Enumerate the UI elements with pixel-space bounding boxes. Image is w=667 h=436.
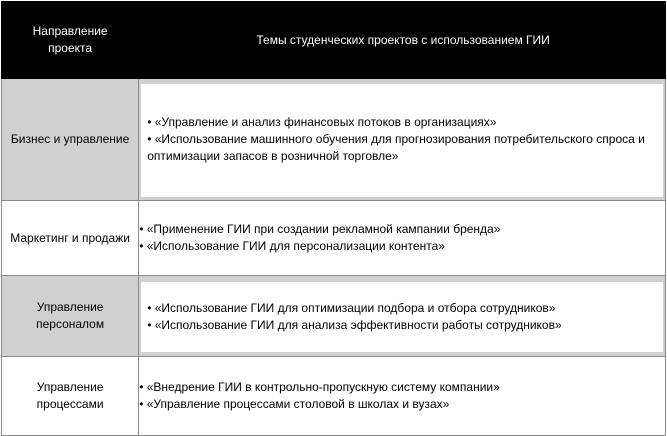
row-topics (139, 276, 666, 357)
table-row (2, 201, 666, 276)
topic-item: • «Использование ГИИ для анализа эффективности работы сотрудников» (141, 317, 663, 352)
table-header-row (2, 2, 666, 79)
table-row (2, 79, 666, 201)
header-direction: Направление проекта (2, 2, 139, 79)
row-topics (139, 201, 666, 276)
topic-item: • «Внедрение ГИИ в контрольно-пропускную систему компании» (139, 380, 500, 394)
row-direction: Бизнес и управление (2, 79, 139, 201)
row-topics (139, 357, 666, 436)
topic-item: • «Использование ГИИ для персонализации контента» (139, 239, 445, 253)
topic-item: • «Использование ГИИ для оптимизации подбора и отбора сотрудников» (141, 282, 663, 317)
table-row (2, 276, 666, 357)
row-direction: Маркетинг и продажи (2, 201, 139, 276)
row-topics (139, 79, 666, 201)
topic-item: • «Управление процессами столовой в школах и вузах» (139, 397, 450, 411)
table-row (2, 357, 666, 436)
row-direction: Управление персоналом (2, 276, 139, 357)
row-direction: Управление процессами (2, 357, 139, 436)
header-topics: Темы студенческих проектов с использованием ГИИ (139, 2, 666, 79)
projects-table (1, 1, 666, 436)
topic-item: • «Использование машинного обучения для прогнозирования потребительского спроса и оптимизации запасов в розничной торговле» (141, 131, 663, 197)
topic-item: • «Применение ГИИ при создании рекламной кампании бренда» (139, 222, 501, 236)
topic-item: • «Управление и анализ финансовых потоков в организациях» (141, 84, 663, 131)
